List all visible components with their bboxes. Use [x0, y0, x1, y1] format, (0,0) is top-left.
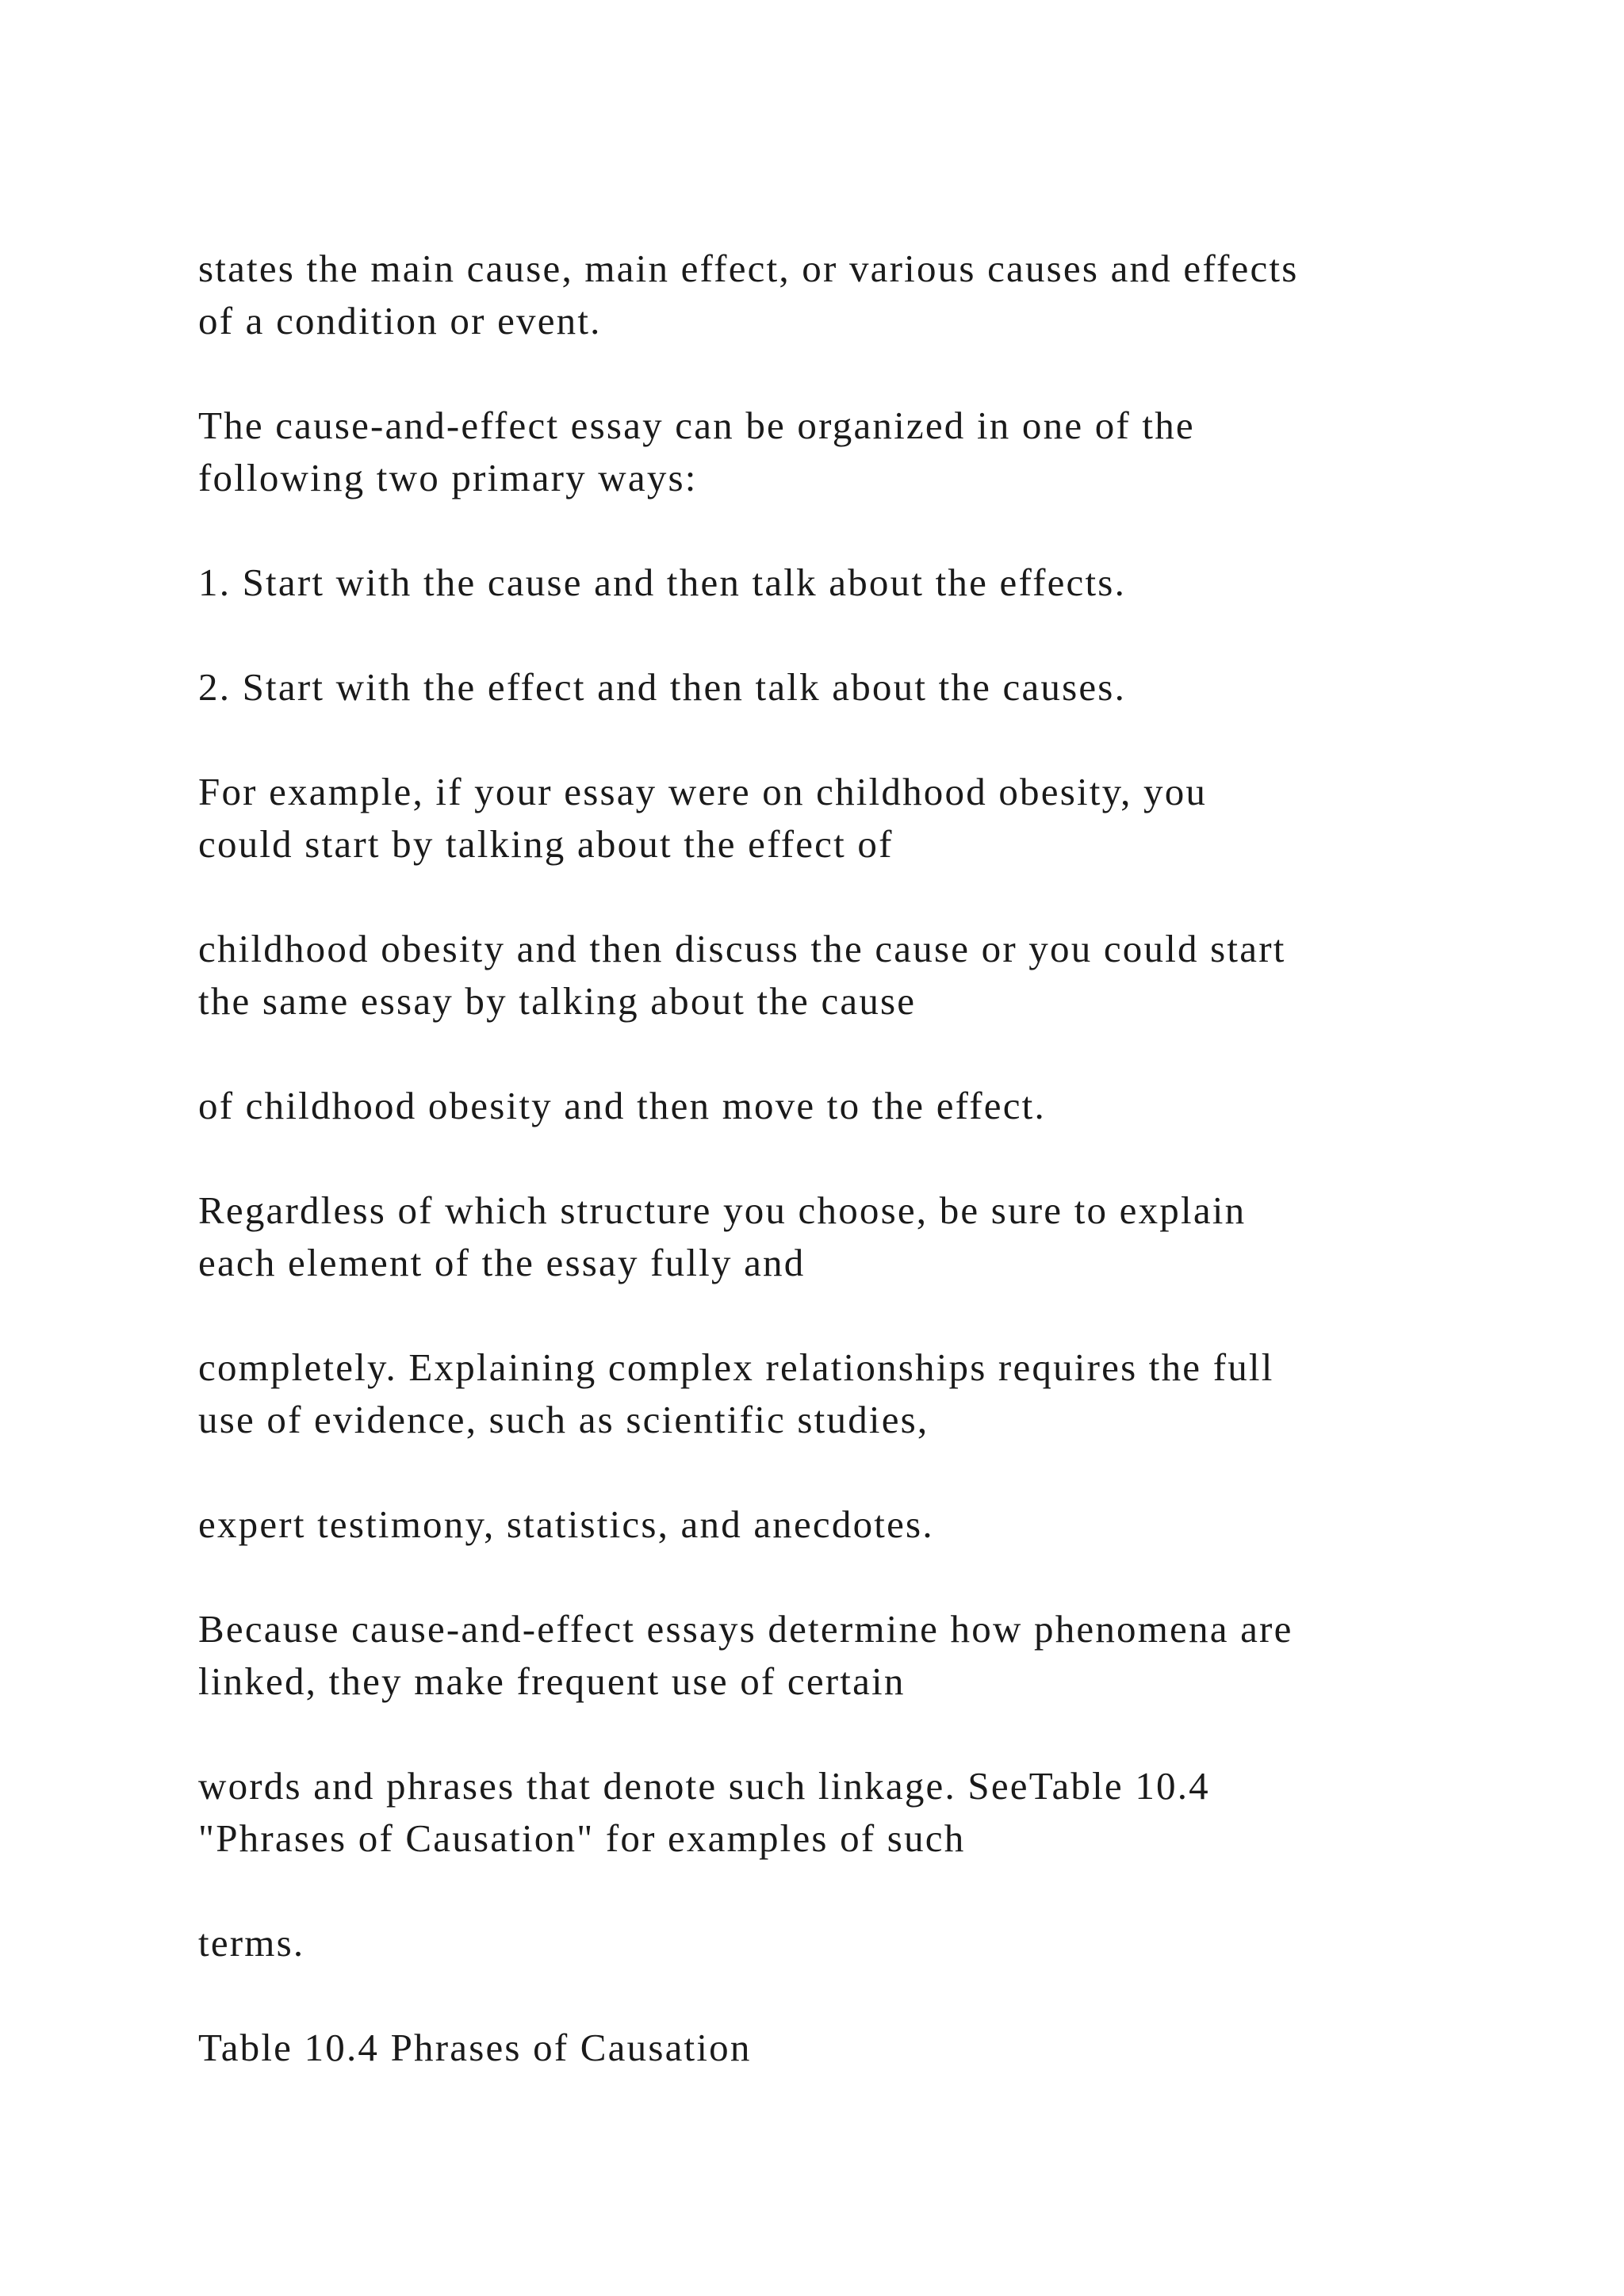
paragraph-13: [198, 1917, 1483, 1969]
list-item-2: [198, 661, 1483, 714]
text-line: 2. Start with the effect and then talk about the causes.: [198, 665, 1127, 709]
text-line: completely. Explaining complex relationships requires the full: [198, 1345, 1274, 1389]
text-line: words and phrases that denote such linkage. SeeTable 10.4: [198, 1764, 1210, 1808]
text-line: of childhood obesity and then move to the effect.: [198, 1084, 1046, 1127]
list-item-1: [198, 557, 1483, 609]
paragraph-8: [198, 1184, 1483, 1289]
text-line: 1. Start with the cause and then talk about the effects.: [198, 561, 1127, 604]
text-line: childhood obesity and then discuss the cause or you could start: [198, 927, 1286, 970]
document-body: [198, 243, 1483, 2126]
text-line: Table 10.4 Phrases of Causation: [198, 2026, 752, 2069]
text-line: could start by talking about the effect of: [198, 822, 894, 866]
text-line: following two primary ways:: [198, 456, 698, 499]
text-line: states the main cause, main effect, or various causes and effects: [198, 247, 1299, 290]
text-line: terms.: [198, 1921, 305, 1965]
text-line: linked, they make frequent use of certain: [198, 1659, 906, 1703]
text-line: use of evidence, such as scientific studies,: [198, 1398, 929, 1441]
text-line: The cause-and-effect essay can be organized in one of the: [198, 404, 1195, 447]
paragraph-6: [198, 923, 1483, 1027]
text-line: Regardless of which structure you choose, be sure to explain: [198, 1188, 1247, 1232]
text-line: For example, if your essay were on childhood obesity, you: [198, 770, 1208, 813]
paragraph-1: [198, 243, 1483, 347]
paragraph-9: [198, 1341, 1483, 1446]
text-line: "Phrases of Causation" for examples of such: [198, 1816, 966, 1860]
table-caption: [198, 2022, 1483, 2074]
text-line: each element of the essay fully and: [198, 1241, 806, 1284]
text-line: the same essay by talking about the cause: [198, 979, 917, 1023]
paragraph-7: [198, 1080, 1483, 1132]
text-line: Because cause-and-effect essays determine how phenomena are: [198, 1607, 1293, 1651]
text-line: expert testimony, statistics, and anecdotes.: [198, 1502, 934, 1546]
paragraph-2: [198, 400, 1483, 504]
paragraph-12: [198, 1760, 1483, 1865]
text-line: of a condition or event.: [198, 299, 602, 342]
paragraph-11: [198, 1603, 1483, 1708]
paragraph-5: [198, 766, 1483, 871]
paragraph-10: [198, 1498, 1483, 1551]
